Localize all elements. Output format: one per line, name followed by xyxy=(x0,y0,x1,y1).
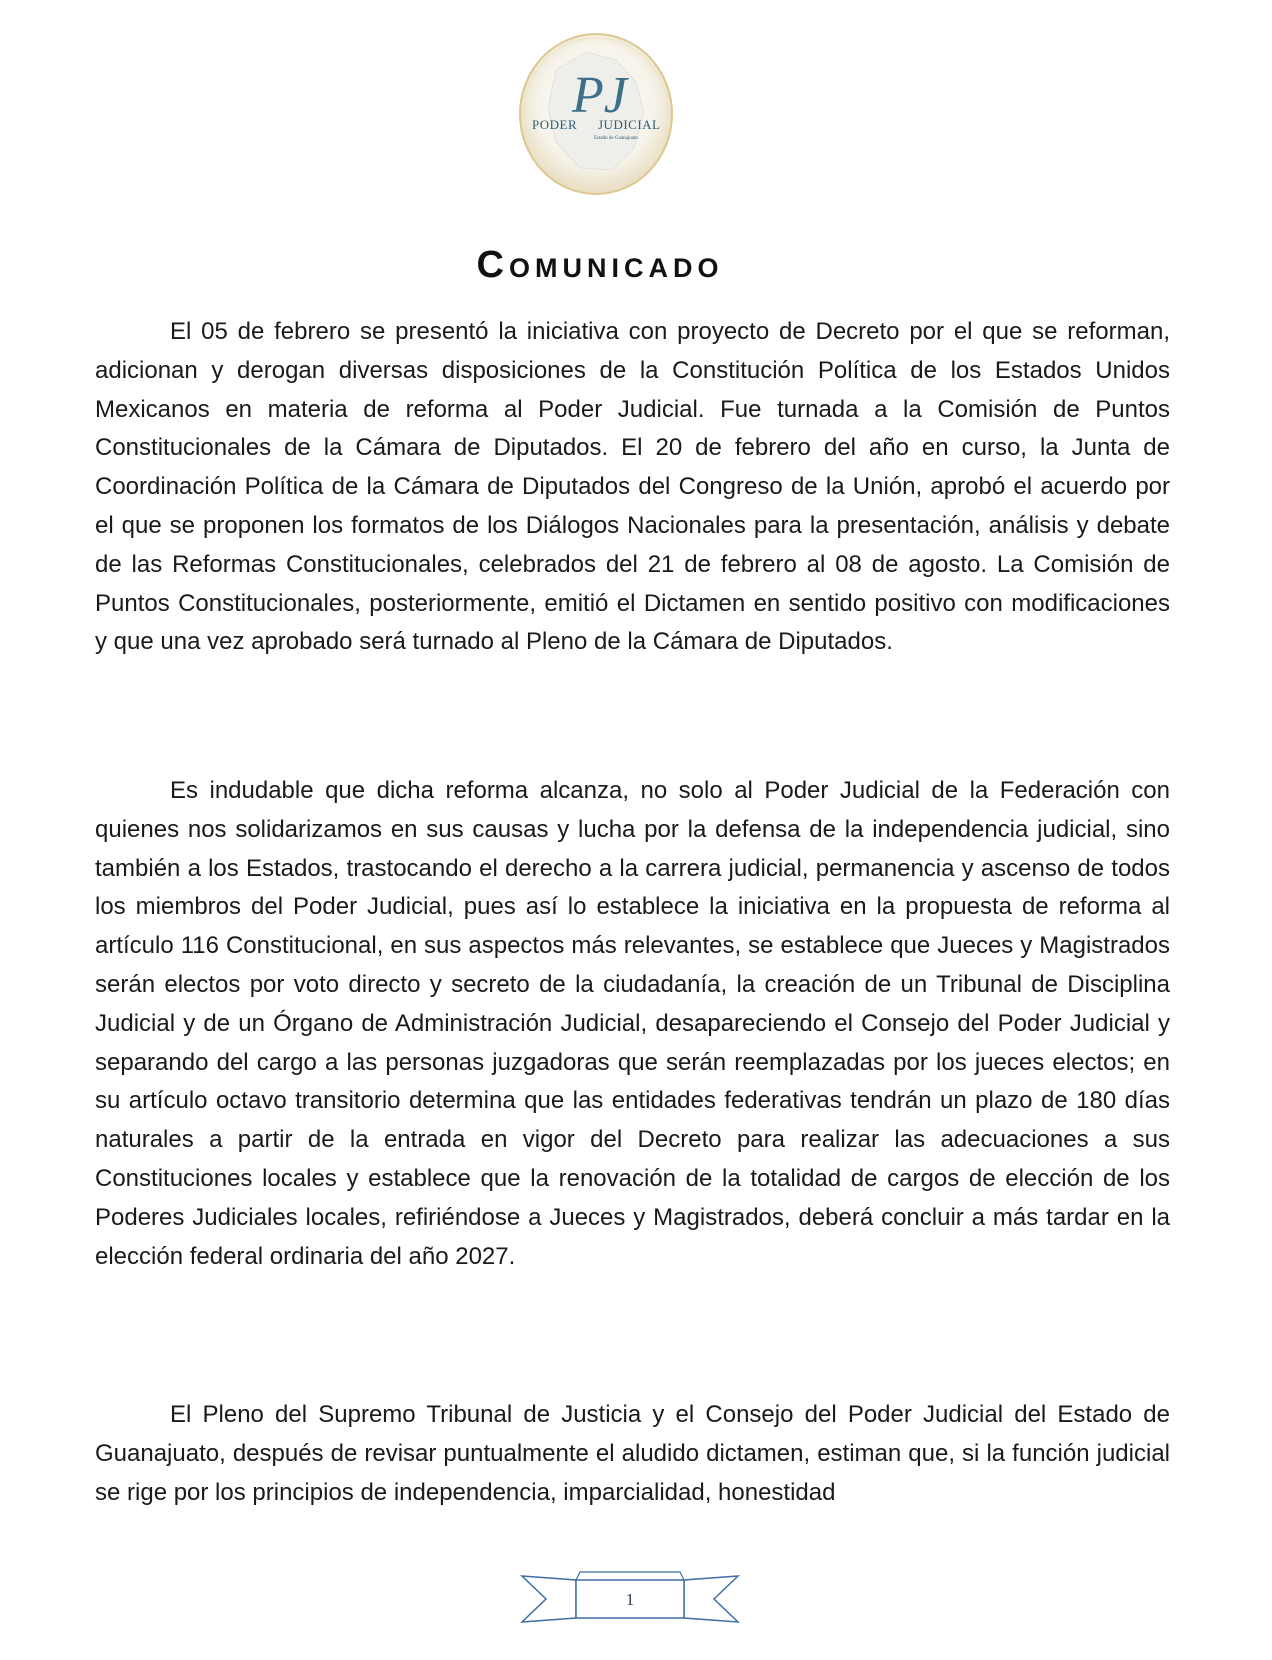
paragraph-3: El Pleno del Supremo Tribunal de Justicia y el Consejo del Poder Judicial del Estado de Guanajuato, después de revisar puntualmente el aludido dictamen, estiman que, si la función judicial se rige por los principios de independencia, imparcialidad, honestidad xyxy=(95,1401,1170,1506)
logo-word-poder: PODER xyxy=(532,117,578,132)
logo-subtitle: Estado de Guanajuato xyxy=(594,136,638,141)
poder-judicial-logo xyxy=(516,30,676,198)
logo-word-judicial: JUDICIAL xyxy=(598,117,661,132)
page-number-ribbon xyxy=(520,1568,740,1630)
paragraph-2: Es indudable que dicha reforma alcanza, no solo al Poder Judicial de la Federación con quienes nos solidarizamos en sus causas y lucha por la defensa de la independencia judicial, sino también a los Estados, trastocando el derecho a la carrera judicial, permanencia y ascenso de todos los miembros del Poder Judicial, pues así lo establece la iniciativa en la propuesta de reforma al artículo 116 Constitucional, en sus aspectos más relevantes, se establece que Jueces y Magistrados serán electos por voto directo y secreto de la ciudadanía, la creación de un Tribunal de Disciplina Judicial y de un Órgano de Administración Judicial, desapareciendo el Consejo del Poder Judicial y separando del cargo a las personas juzgadoras que serán reemplazadas por los jueces electos; en su artículo octavo transitorio determina que las entidades federativas tendrán un plazo de 180 días naturales a partir de la entrada en vigor del Decreto para realizar las adecuaciones a sus Constituciones locales y establece que la renovación de la totalidad de cargos de elección de los Poderes Judiciales locales, refiriéndose a Jueces y Magistrados, deberá concluir a más tardar en la elección federal ordinaria del año 2027. xyxy=(95,777,1170,1270)
paragraph-1: El 05 de febrero se presentó la iniciativa con proyecto de Decreto por el que se reforman, adicionan y derogan diversas disposiciones de la Constitución Política de los Estados Unidos Mexicanos en materia de reforma al Poder Judicial. Fue turnada a la Comisión de Puntos Constitucionales de la Cámara de Diputados. El 20 de febrero del año en curso, la Junta de Coordinación Política de la Cámara de Diputados del Congreso de la Unión, aprobó el acuerdo por el que se proponen los formatos de los Diálogos Nacionales para la presentación, análisis y debate de las Reformas Constitucionales, celebrados del 21 de febrero al 08 de agosto. La Comisión de Puntos Constitucionales, posteriormente, emitió el Dictamen en sentido positivo con modificaciones y que una vez aprobado será turnado al Pleno de la Cámara de Diputados. xyxy=(95,318,1170,656)
title-rest: OMUNICADO xyxy=(508,253,724,283)
logo-monogram: PJ xyxy=(572,67,627,124)
page-number: 1 xyxy=(625,1590,635,1609)
title-initial: C xyxy=(476,244,509,286)
page-title xyxy=(0,244,1200,287)
